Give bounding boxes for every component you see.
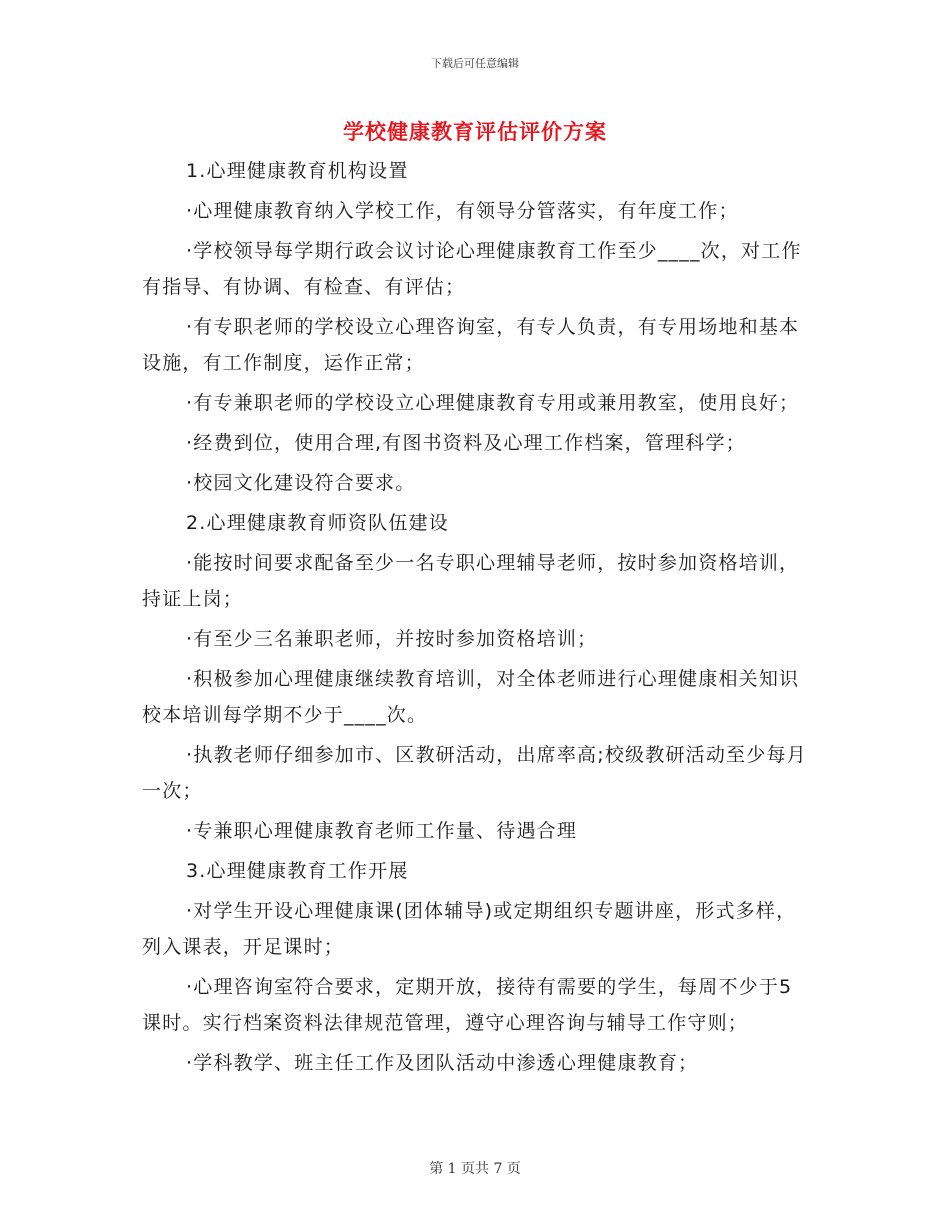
bullet-item: ·能按时间要求配备至少一名专职心理辅导老师，按时参加资格培训，持证上岗； xyxy=(142,552,800,610)
section-heading-2: 2.心理健康教育师资队伍建设 xyxy=(186,512,449,534)
bullet-item: ·专兼职心理健康教育老师工作量、待遇合理 xyxy=(186,820,578,842)
bullet-item: ·心理咨询室符合要求，定期开放，接待有需要的学生，每周不少于5课时。实行档案资料法律规范管理，遵守心理咨询与辅导工作守则； xyxy=(142,976,793,1034)
bullet-item: ·执教老师仔细参加市、区教研活动，出席率高;校级教研活动至少每月一次； xyxy=(142,744,807,802)
bullet-item: ·有至少三名兼职老师，并按时参加资格培训； xyxy=(186,628,598,650)
bullet-item: ·校园文化建设符合要求。 xyxy=(186,472,416,494)
document-title: 学校健康教育评估评价方案 xyxy=(343,119,607,144)
document-body xyxy=(142,153,808,1081)
bullet-item: ·有专兼职老师的学校设立心理健康教育专用或兼用教室，使用良好； xyxy=(186,392,800,414)
section-heading-3: 3.心理健康教育工作开展 xyxy=(186,860,409,882)
page-header-note: 下载后可任意编辑 xyxy=(431,57,519,70)
section-heading-1: 1.心理健康教育机构设置 xyxy=(186,160,409,182)
bullet-item: ·有专职老师的学校设立心理咨询室，有专人负责，有专用场地和基本设施，有工作制度，运作正常； xyxy=(142,316,800,374)
bullet-item: ·心理健康教育纳入学校工作，有领导分管落实，有年度工作； xyxy=(186,200,739,222)
page-number: 第 1 页共 7 页 xyxy=(429,1161,521,1177)
bullet-item: ·积极参加心理健康继续教育培训，对全体老师进行心理健康相关知识校本培训每学期不少于____次。 xyxy=(142,668,800,726)
bullet-item: ·学科教学、班主任工作及团队活动中渗透心理健康教育； xyxy=(186,1052,699,1074)
bullet-item: ·学校领导每学期行政会议讨论心理健康教育工作至少____次，对工作有指导、有协调、有检查、有评估； xyxy=(142,240,802,298)
bullet-item: ·对学生开设心理健康课(团体辅导)或定期组织专题讲座，形式多样，列入课表，开足课时； xyxy=(142,900,797,958)
bullet-item: ·经费到位，使用合理,有图书资料及心理工作档案，管理科学； xyxy=(186,432,746,454)
